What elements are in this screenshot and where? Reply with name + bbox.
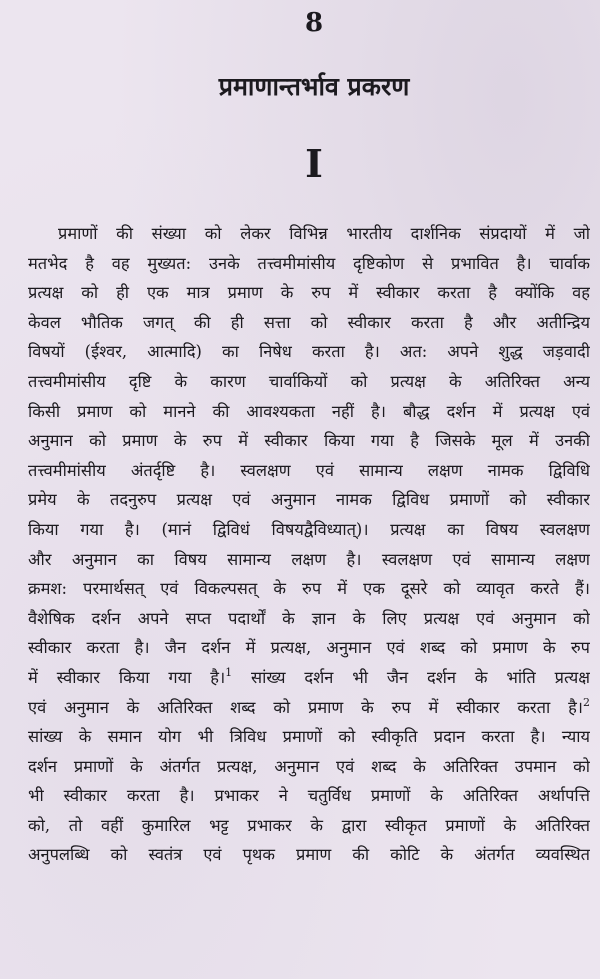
text-line-content: प्रमेय के तदनुरुप प्रत्यक्ष एवं अनुमान नामक द्विविध प्रमाणों को स्वीकार bbox=[28, 490, 590, 510]
footnote-marker[interactable]: 1 bbox=[225, 665, 233, 679]
text-line bbox=[28, 337, 590, 367]
text-line-content: दर्शन प्रमाणों के अंतर्गत प्रत्यक्ष, अनुमान एवं शब्द के अतिरिक्त उपमान को bbox=[28, 756, 590, 776]
text-line-content: क्रमश: परमार्थसत् एवं विकल्पसत् के रुप में एक दूसरे को व्यावृत करते हैं। bbox=[28, 579, 590, 599]
text-line-content: एवं अनुमान के अतिरिक्त शब्द को प्रमाण के रुप में स्वीकार करता है। bbox=[28, 697, 583, 717]
text-line bbox=[28, 426, 590, 456]
text-line bbox=[28, 722, 590, 752]
text-line bbox=[28, 811, 590, 841]
text-line-content: मतभेद है वह मुख्यत: उनके तत्त्वमीमांसीय दृष्टिकोण से प्रभावित है। चार्वाक bbox=[28, 253, 590, 273]
text-line bbox=[28, 367, 590, 397]
text-line-content: भी स्वीकार करता है। प्रभाकर ने चतुर्विध प्रमाणों के अतिरिक्त अर्थापत्ति bbox=[28, 786, 590, 806]
text-line bbox=[28, 515, 590, 545]
text-line bbox=[28, 752, 590, 782]
text-line-content: स्वीकार करता है। जैन दर्शन में प्रत्यक्ष, अनुमान एवं शब्द को प्रमाण के रुप bbox=[28, 638, 590, 658]
text-line-content: वैशेषिक दर्शन अपने सप्त पदार्थों के ज्ञान के लिए प्रत्यक्ष एवं अनुमान को bbox=[28, 608, 590, 628]
text-line-continuation: सांख्य दर्शन भी जैन दर्शन के भांति प्रत्यक्ष bbox=[232, 667, 590, 687]
chapter-title: प्रमाणान्तर्भाव प्रकरण bbox=[218, 72, 410, 101]
text-line-content: तत्त्वमीमांसीय दृष्टि के कारण चार्वाकियों को प्रत्यक्ष के अतिरिक्त अन्य bbox=[28, 371, 590, 391]
text-line-content: में स्वीकार किया गया है। bbox=[28, 667, 226, 687]
text-line-content: प्रत्यक्ष को ही एक मात्र प्रमाण के रुप में स्वीकार करता है क्योंकि वह bbox=[28, 283, 590, 303]
text-line bbox=[28, 219, 590, 249]
text-line-content: को, तो वहीं कुमारिल भट्ट प्रभाकर के द्वारा स्वीकृत प्रमाणों के अतिरिक्त bbox=[28, 815, 590, 835]
text-line-content: और अनुमान का विषय सामान्य लक्षण है। स्वलक्षण एवं सामान्य लक्षण bbox=[28, 549, 590, 569]
text-line-content: किसी प्रमाण को मानने की आवश्यकता नहीं है। बौद्ध दर्शन में प्रत्यक्ष एवं bbox=[28, 401, 590, 421]
text-line bbox=[28, 663, 590, 693]
text-line bbox=[28, 545, 590, 575]
text-line bbox=[28, 278, 590, 308]
chapter-number: 8 bbox=[304, 8, 324, 38]
text-line bbox=[28, 249, 590, 279]
text-line-content: किया गया है। (मानं द्विविधं विषयद्वैविध्यात्)। प्रत्यक्ष का विषय स्वलक्षण bbox=[28, 519, 590, 539]
text-line bbox=[28, 574, 590, 604]
text-line-content: प्रमाणों की संख्या को लेकर विभिन्न भारतीय दार्शनिक संप्रदायों में जो bbox=[58, 224, 590, 243]
text-line bbox=[28, 604, 590, 634]
section-numeral: I bbox=[305, 141, 323, 186]
text-line bbox=[28, 397, 590, 427]
text-line bbox=[28, 456, 590, 486]
footnote-marker[interactable]: 2 bbox=[583, 695, 590, 709]
text-line-content: विषयों (ईश्वर, आत्मादि) का निषेध करता है। अत: अपने शुद्ध जड़वादी bbox=[28, 342, 590, 362]
text-line-content: अनुपलब्धि को स्वतंत्र एवं पृथक प्रमाण की कोटि के अंतर्गत व्यवस्थित bbox=[28, 845, 590, 865]
text-line bbox=[28, 485, 590, 515]
body-paragraph bbox=[28, 219, 590, 870]
text-line bbox=[28, 693, 590, 723]
text-line bbox=[28, 840, 590, 870]
text-line bbox=[28, 308, 590, 338]
text-line-content: अनुमान को प्रमाण के रुप में स्वीकार किया गया है जिसके मूल में उनकी bbox=[28, 431, 590, 451]
text-line bbox=[28, 633, 590, 663]
text-line-content: तत्त्वमीमांसीय अंतर्दृष्टि है। स्वलक्षण एवं सामान्य लक्षण नामक द्विविधि bbox=[28, 460, 590, 480]
text-line bbox=[28, 781, 590, 811]
text-line-content: सांख्य के समान योग भी त्रिविध प्रमाणों को स्वीकृति प्रदान करता है। न्याय bbox=[28, 727, 590, 747]
text-line-content: केवल भौतिक जगत् की ही सत्ता को स्वीकार करता है और अतीन्द्रिय bbox=[28, 312, 590, 332]
